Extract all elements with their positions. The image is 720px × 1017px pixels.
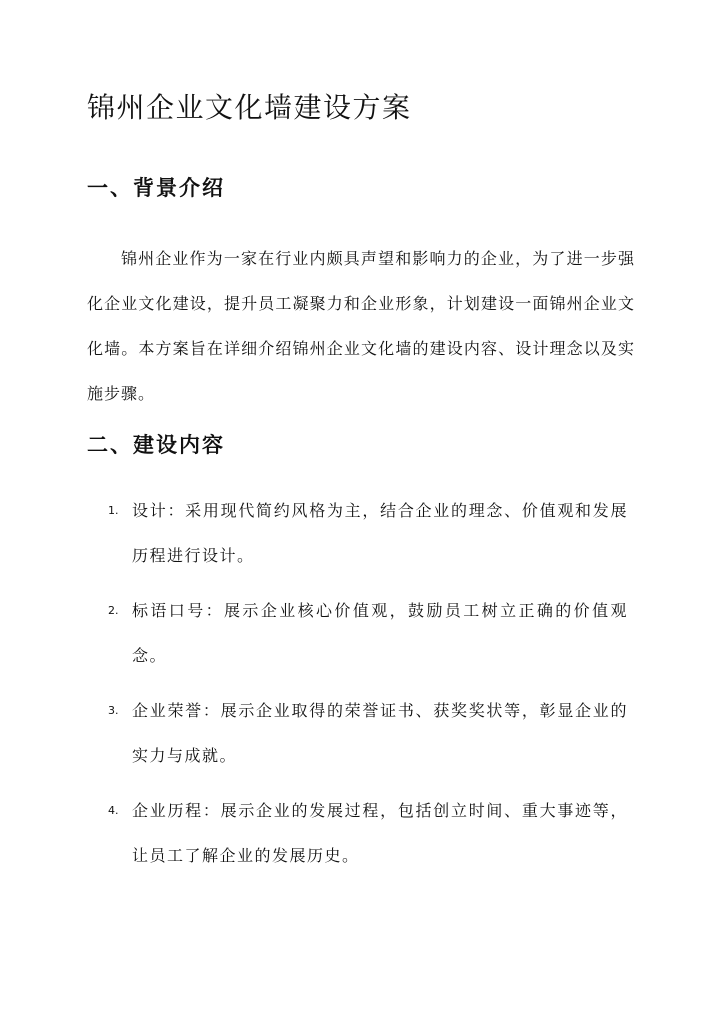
list-item-number: 1. [108,504,119,517]
list-item [108,488,628,578]
list-item-number: 2. [108,604,119,617]
list-item-text: 设计：采用现代简约风格为主，结合企业的理念、价值观和发展历程进行设计。 [132,501,628,565]
list-item-text: 企业历程：展示企业的发展过程，包括创立时间、重大事迹等，让员工了解企业的发展历史。 [132,801,628,865]
list-item [108,588,628,678]
list-item [108,688,628,778]
list-item-number: 4. [108,804,119,817]
list-item-number: 3. [108,704,119,717]
list-item [108,788,628,878]
list-item-text: 标语口号：展示企业核心价值观，鼓励员工树立正确的价值观念。 [132,601,628,665]
document-title: 锦州企业文化墙建设方案 [87,91,412,124]
section-heading-content: 二、建设内容 [87,432,225,457]
list-item-text: 企业荣誉：展示企业取得的荣誉证书、获奖奖状等，彰显企业的实力与成就。 [132,701,628,765]
section-heading-background: 一、背景介绍 [87,175,225,200]
background-paragraph: 锦州企业作为一家在行业内颇具声望和影响力的企业，为了进一步强化企业文化建设，提升员工凝聚力和企业形象，计划建设一面锦州企业文化墙。本方案旨在详细介绍锦州企业文化墙的建设内容、设计理念以及实施步骤。 [87,249,635,403]
